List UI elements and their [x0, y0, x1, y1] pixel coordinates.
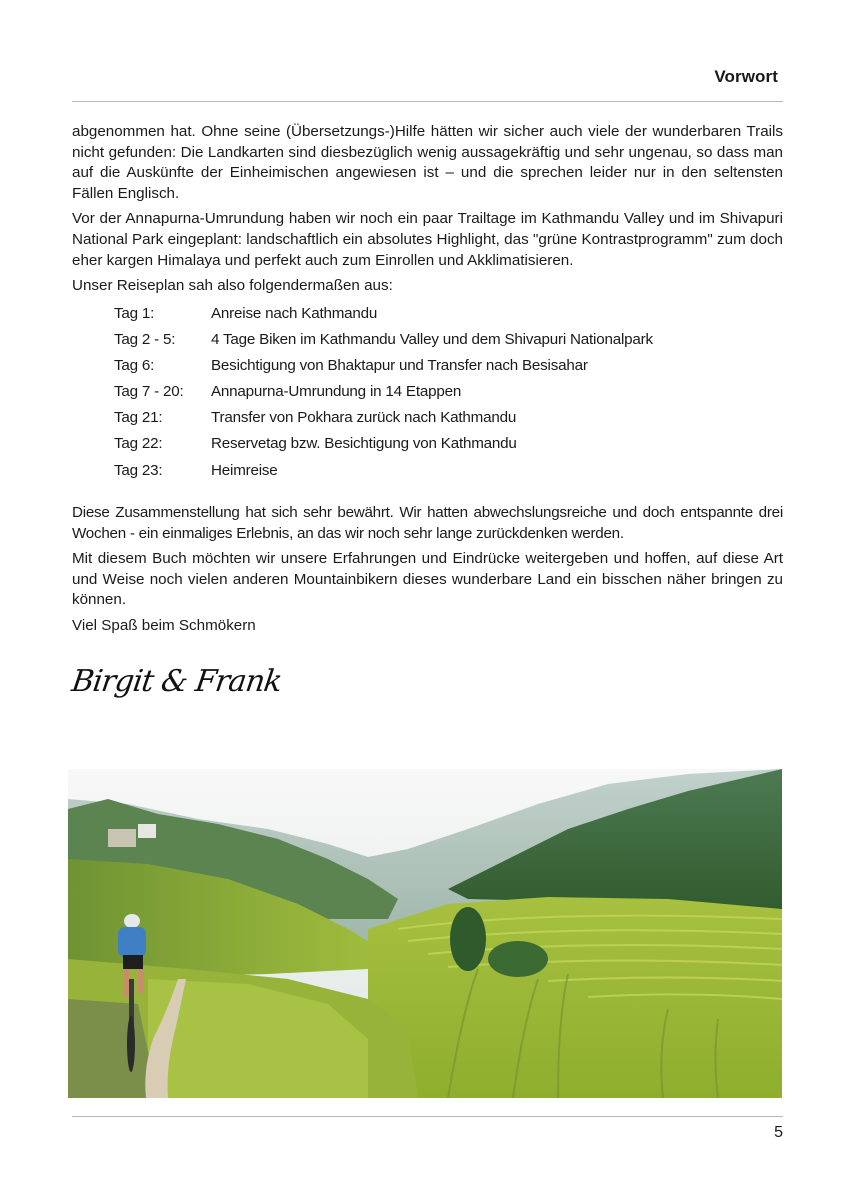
spacer: [72, 484, 783, 503]
itinerary-day: Tag 1:: [114, 304, 155, 322]
itinerary-item: [72, 353, 783, 379]
itinerary-activity: Reservetag bzw. Besichtigung von Kathmandu: [211, 435, 517, 453]
footer-divider: [72, 1116, 783, 1117]
itinerary-day: Tag 22:: [114, 435, 163, 453]
itinerary-activity: Anreise nach Kathmandu: [211, 304, 378, 322]
rice-terrace-illustration: [68, 769, 782, 1098]
signature: Birgit & Frank: [69, 664, 284, 699]
itinerary-item: [72, 301, 783, 327]
itinerary-day: Tag 7 - 20:: [114, 383, 184, 401]
itinerary-activity: Heimreise: [211, 461, 278, 479]
itinerary-list: [72, 301, 783, 484]
page-number: 5: [774, 1124, 783, 1141]
itinerary-item: [72, 406, 783, 432]
landscape-photo: [68, 769, 782, 1098]
itinerary-day: Tag 21:: [114, 409, 163, 427]
itinerary-day: Tag 6:: [114, 356, 155, 374]
paragraph: Mit diesem Buch möchten wir unsere Erfahrungen und Eindrücke weitergeben und hoffen, auf diese Art und Weise noch vielen anderen Mountainbikern dieses wunderbare Land ein bisschen näher bringen zu können.: [72, 550, 783, 609]
paragraph: abgenommen hat. Ohne seine (Übersetzungs-)Hilfe hätten wir sicher auch viele der wunderbaren Trails nicht gefunden: Die Landkarten sind diesbezüglich wenig aussagekräftig und sehr ungenau, so dass man auf die Auskünfte der Einheimischen angewiesen ist – und die sprechen leider nur in den seltensten Fällen Englisch.: [72, 123, 783, 202]
closing-greeting: Viel Spaß beim Schmökern: [72, 617, 256, 635]
header-divider: [72, 101, 783, 102]
paragraph: Diese Zusammenstellung hat sich sehr bewährt. Wir hatten abwechslungsreiche und doch entspannte drei Wochen - ein einmaliges Erlebnis, an das wir noch sehr lange zurückdenken werden.: [72, 504, 783, 542]
chapter-title: Vorwort: [714, 67, 778, 86]
itinerary-day: Tag 23:: [114, 461, 163, 479]
itinerary-activity: Annapurna-Umrundung in 14 Etappen: [211, 383, 462, 401]
itinerary-item: [72, 432, 783, 458]
itinerary-item: [72, 379, 783, 405]
itinerary-item: [72, 458, 783, 484]
itinerary-activity: 4 Tage Biken im Kathmandu Valley und dem Shivapuri Nationalpark: [211, 330, 653, 348]
itinerary-activity: Besichtigung von Bhaktapur und Transfer nach Besisahar: [211, 356, 588, 374]
paragraph: Unser Reiseplan sah also folgendermaßen aus:: [72, 277, 393, 295]
itinerary-item: [72, 327, 783, 353]
paragraph: Vor der Annapurna-Umrundung haben wir noch ein paar Trailtage im Kathmandu Valley und im Shivapuri National Park eingeplant: landschaftlich ein absolutes Highlight, das "grüne Kontrastprogramm" zum doch eher kargen Himalaya und perfekt auch zum Einrollen und Akklimatisieren.: [72, 210, 783, 269]
page-body: [72, 122, 783, 642]
itinerary-activity: Transfer von Pokhara zurück nach Kathmandu: [211, 409, 517, 427]
itinerary-day: Tag 2 - 5:: [114, 330, 176, 348]
